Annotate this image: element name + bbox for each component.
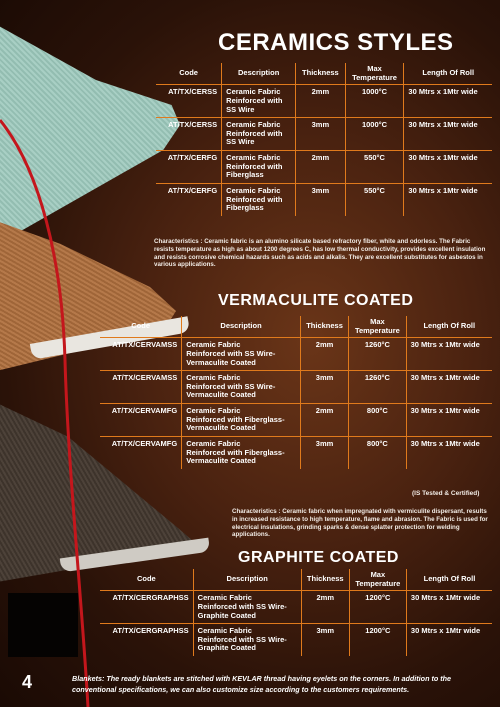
cell-max-temperature: 550°C: [345, 151, 404, 184]
header-code: Code: [156, 63, 222, 85]
cell-length-of-roll: 30 Mtrs x 1Mtr wide: [410, 626, 481, 636]
header-description: Description: [182, 316, 301, 338]
table-header-row: [100, 569, 492, 591]
cell-length-of-roll: 30 Mtrs x 1Mtr wide: [404, 118, 492, 151]
vermaculite-spec-table: [100, 316, 492, 469]
cell-max-temperature: 550°C: [345, 183, 404, 215]
header-thickness: Thickness: [301, 569, 349, 591]
cell-description: Ceramic Fabric Reinforced with Fiberglass: [222, 183, 296, 215]
table-row: [100, 591, 492, 624]
header-length-of-roll: Length Of Roll: [406, 569, 492, 591]
blankets-note: Blankets: The ready blankets are stitched with KEVLAR thread having eyelets on the corners. In addition to the conventional specifications, we can also customize size according to the customers requirements.: [72, 674, 452, 695]
ceramics-section-title: CERAMICS STYLES: [218, 29, 454, 56]
cell-max-temperature: 1000°C: [345, 118, 404, 151]
cell-code: AT/TX/CERSS: [156, 118, 222, 151]
cell-description: Ceramic Fabric Reinforced with SS Wire: [222, 85, 296, 118]
cell-max-temperature: 1200°C: [349, 591, 406, 624]
table-row: [100, 338, 492, 371]
cell-code: AT/TX/CERVAMFG: [100, 436, 182, 468]
table-row: [156, 85, 492, 118]
cell-length-of-roll: 30 Mtrs x 1Mtr wide: [404, 85, 492, 118]
black-block: [8, 593, 78, 657]
header-code: Code: [100, 316, 182, 338]
table-header-row: [156, 63, 492, 85]
cell-max-temperature: 800°C: [349, 436, 406, 468]
ceramics-spec-table: [156, 63, 492, 216]
vermaculite-characteristics-text: Characteristics : Ceramic fabric when impregnated with vermiculite dispersant, results in increased resistance to high temperature, flame and abrasion. The Fabric is used for electrical insulations, grinding sparks & dense splatter protection for welding applications.: [232, 508, 488, 539]
cell-thickness: 2mm: [300, 404, 348, 437]
cell-max-temperature: 1000°C: [345, 85, 404, 118]
cell-thickness: 3mm: [300, 371, 348, 404]
cell-description: Ceramic Fabric Reinforced with SS Wire- Vermaculite Coated: [182, 338, 301, 371]
cell-length-of-roll: 30 Mtrs x 1Mtr wide: [406, 591, 492, 624]
table-row: [100, 404, 492, 437]
header-max-temperature: Max Temperature: [349, 316, 406, 338]
ceramic-fabric-swatch-image: [0, 10, 180, 260]
cell-code: AT/TX/CERFG: [156, 183, 222, 215]
certification-note: (IS Tested & Certified): [412, 490, 480, 497]
header-thickness: Thickness: [296, 63, 346, 85]
cell-thickness: 3mm: [296, 118, 346, 151]
cell-length-of-roll: 30 Mtrs x 1Mtr wide: [406, 404, 492, 437]
cell-description: Ceramic Fabric Reinforced with SS Wire- Graphite Coated: [193, 591, 301, 624]
table-row: [100, 371, 492, 404]
cell-thickness: 2mm: [296, 151, 346, 184]
table-header-row: [100, 316, 492, 338]
header-description: Description: [222, 63, 296, 85]
cell-max-temperature: 1200°C: [349, 624, 406, 656]
cell-description: Ceramic Fabric Reinforced with Fiberglass- Vermaculite Coated: [182, 436, 301, 468]
cell-thickness: 2mm: [301, 591, 349, 624]
cell-thickness: 3mm: [296, 183, 346, 215]
cell-thickness: 2mm: [300, 338, 348, 371]
cell-thickness: 3mm: [301, 624, 349, 656]
graphite-spec-table: [100, 569, 492, 656]
header-length-of-roll: Length Of Roll: [406, 316, 492, 338]
table-row: [156, 118, 492, 151]
table-row: [156, 151, 492, 184]
header-thickness: Thickness: [300, 316, 348, 338]
cell-code: AT/TX/CERSS: [156, 85, 222, 118]
cell-thickness: 3mm: [300, 436, 348, 468]
cell-code: AT/TX/CERGRAPHSS: [100, 624, 193, 656]
cell-length-of-roll: 30 Mtrs x 1Mtr wide: [404, 151, 492, 184]
table-row: [100, 436, 492, 468]
cell-code: AT/TX/CERVAMSS: [100, 371, 182, 404]
header-length-of-roll: Length Of Roll: [404, 63, 492, 85]
cell-description: Ceramic Fabric Reinforced with Fiberglass- Vermaculite Coated: [182, 404, 301, 437]
cell-description: Ceramic Fabric Reinforced with SS Wire- Graphite Coated: [193, 624, 301, 656]
cell-max-temperature: 1260°C: [349, 338, 406, 371]
cell-code: AT/TX/CERVAMFG: [100, 404, 182, 437]
header-max-temperature: Max Temperature: [349, 569, 406, 591]
header-code: Code: [100, 569, 193, 591]
table-row: [100, 624, 492, 656]
table-row: [156, 183, 492, 215]
cell-max-temperature: 800°C: [349, 404, 406, 437]
cell-length-of-roll: 30 Mtrs x 1Mtr wide: [410, 438, 480, 448]
cell-description: Ceramic Fabric Reinforced with SS Wire- Vermaculite Coated: [182, 371, 301, 404]
header-max-temperature: Max Temperature: [345, 63, 404, 85]
vermaculite-section-title: VERMACULITE COATED: [218, 292, 414, 309]
cell-length-of-roll: 30 Mtrs x 1Mtr wide: [408, 185, 478, 195]
cell-length-of-roll: 30 Mtrs x 1Mtr wide: [406, 371, 492, 404]
cell-code: AT/TX/CERVAMSS: [100, 338, 182, 371]
cell-code: AT/TX/CERGRAPHSS: [100, 591, 193, 624]
cell-thickness: 2mm: [296, 85, 346, 118]
cell-max-temperature: 1260°C: [349, 371, 406, 404]
page-number: 4: [22, 672, 33, 692]
cell-length-of-roll: 30 Mtrs x 1Mtr wide: [406, 338, 492, 371]
cell-code: AT/TX/CERFG: [156, 151, 222, 184]
graphite-section-title: GRAPHITE COATED: [238, 549, 399, 566]
header-description: Description: [193, 569, 301, 591]
cell-description: Ceramic Fabric Reinforced with Fiberglass: [222, 151, 296, 184]
ceramics-characteristics-text: Characteristics : Ceramic fabric is an alumino silicate based refractory fiber, white and odorless. The Fabric resists temperature as high as about 1200 degrees C, has low thermal conductivity, provides excellent insulation and resists corrosive chemical hazards such as acids and alkalis. They are excellent substitutes for asbestos in various applications.: [154, 238, 486, 269]
cell-description: Ceramic Fabric Reinforced with SS Wire: [222, 118, 296, 151]
